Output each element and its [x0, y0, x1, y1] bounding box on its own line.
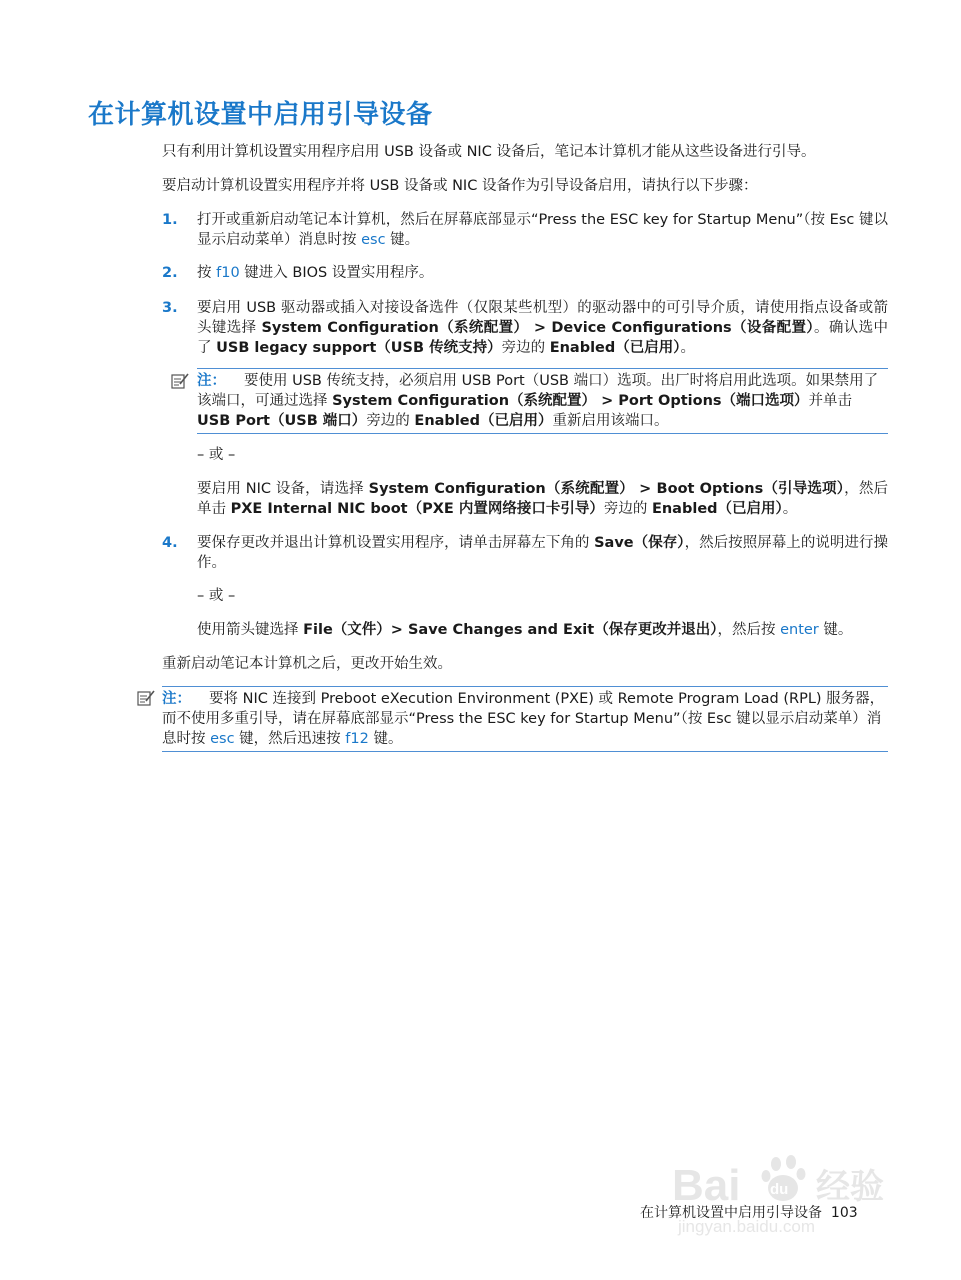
esc-key: esc: [361, 232, 386, 248]
watermark-url: jingyan.baidu.com: [678, 1217, 816, 1236]
step-3-number: 3.: [162, 300, 178, 316]
footer-title: 在计算机设置中启用引导设备: [640, 1205, 822, 1221]
enter-key: enter: [780, 622, 819, 638]
note-label: 注：: [162, 691, 191, 707]
page-number: 103: [830, 1205, 858, 1221]
step-1-number: 1.: [162, 212, 178, 228]
nic-paragraph: 要启用 NIC 设备，请选择 System Configuration（系统配置） > Boot Options（引导选项），然后单击 PXE Internal NIC boot（PXE 内置网络接口卡引导）旁边的 Enabled（已启用）。: [197, 481, 888, 517]
note-label: 注：: [197, 373, 226, 389]
step-1-text: 打开或重新启动笔记本计算机，然后在屏幕底部显示“Press the ESC key for Startup Menu”（按 Esc 键以显示启动菜单）消息时按 esc 键。: [197, 212, 888, 248]
esc-key: esc: [210, 731, 235, 747]
intro-paragraph-1: 只有利用计算机设置实用程序启用 USB 设备或 NIC 设备后，笔记本计算机才能从这些设备进行引导。: [162, 144, 816, 160]
restart-paragraph: 重新启动笔记本计算机之后，更改开始生效。: [162, 656, 452, 672]
step-4-text: 要保存更改并退出计算机设置实用程序，请单击屏幕左下角的 Save（保存），然后按照屏幕上的说明进行操作。: [197, 535, 889, 571]
step-3-text: 要启用 USB 驱动器或插入对接设备选件（仅限某些机型）的驱动器中的可引导介质，请使用指点设备或箭头键选择 System Configuration（系统配置） > Device Configurations（设备配置）。确认选中了 USB legacy support（USB 传统支持）旁边的 Enabled（已启用）。: [197, 300, 889, 356]
note-icon: [171, 373, 189, 389]
watermark-paw-text: du: [770, 1181, 789, 1198]
watermark-brand: Bai: [672, 1161, 741, 1210]
note-usb-legacy: 注： 要使用 USB 传统支持，必须启用 USB Port（USB 端口）选项。出厂时将启用此选项。如果禁用了该端口，可通过选择 System Configuration（系统配置） > Port Options（端口选项）并单击 USB Port（USB 端口）旁边的 Enabled（已启用）重新启用该端口。: [197, 368, 888, 434]
step-2-text: 按 f10 键进入 BIOS 设置实用程序。: [197, 265, 434, 281]
step-4-number: 4.: [162, 535, 178, 551]
watermark-cn: 经验: [816, 1167, 884, 1207]
arrow-keys-paragraph: 使用箭头键选择 File（文件）> Save Changes and Exit（保存更改并退出），然后按 enter 键。: [197, 622, 853, 638]
page-footer: [640, 1202, 858, 1222]
note-pxe-rpl: 注： 要将 NIC 连接到 Preboot eXecution Environment (PXE) 或 Remote Program Load (RPL) 服务器，而不使用多重引导，请在屏幕底部显示“Press the ESC key for Startup Menu”（按 Esc 键以显示启动菜单）消息时按 esc 键，然后迅速按 f12 键。: [162, 686, 888, 752]
note-icon: [137, 690, 155, 706]
or-separator: – 或 –: [197, 588, 236, 604]
f12-key: f12: [345, 731, 369, 747]
page-title: 在计算机设置中启用引导设备: [88, 100, 433, 130]
step-2-number: 2.: [162, 265, 178, 281]
baidu-watermark: [668, 1150, 908, 1240]
or-separator: – 或 –: [197, 447, 236, 463]
f10-key: f10: [216, 265, 240, 281]
intro-paragraph-2: 要启动计算机设置实用程序并将 USB 设备或 NIC 设备作为引导设备启用，请执行以下步骤：: [162, 178, 758, 194]
